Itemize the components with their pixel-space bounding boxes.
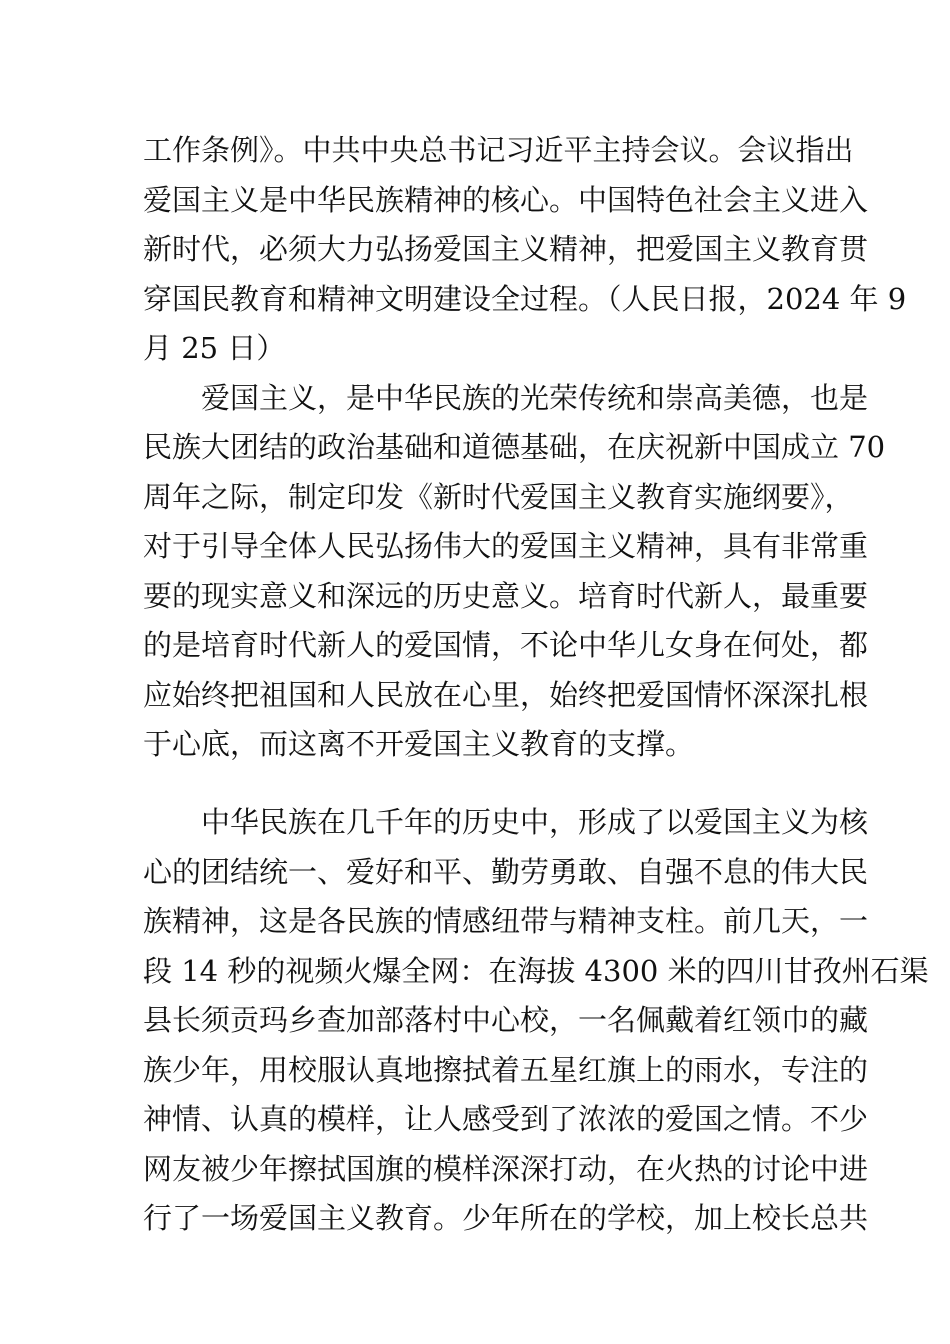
text-line: 的是培育时代新人的爱国情，不论中华儿女身在何处，都 [143,628,869,662]
text-line: 民族大团结的政治基础和道德基础，在庆祝新中国成立 70 [143,430,886,464]
text-line: 县长须贡玛乡查加部落村中心校，一名佩戴着红领巾的藏 [143,1003,869,1037]
text-line: 应始终把祖国和人民放在心里，始终把爱国情怀深深扎根 [143,678,869,712]
text-line: 于心底，而这离不开爱国主义教育的支撑。 [143,727,695,761]
text-line: 爱国主义，是中华民族的光荣传统和崇高美德，也是 [201,381,869,415]
text-line: 心的团结统一、爱好和平、勤劳勇敢、自强不息的伟大民 [143,855,869,889]
text-line: 神情、认真的模样，让人感受到了浓浓的爱国之情。不少 [143,1102,869,1136]
text-line: 月 25 日） [143,331,286,365]
text-line: 爱国主义是中华民族精神的核心。中国特色社会主义进入 [143,183,869,217]
text-line: 工作条例》。中共中央总书记习近平主持会议。会议指出 [143,133,854,167]
text-line: 行了一场爱国主义教育。少年所在的学校，加上校长总共 [143,1201,869,1235]
text-line: 段 14 秒的视频火爆全网：在海拔 4300 米的四川甘孜州石渠 [143,954,929,988]
text-line: 族精神，这是各民族的情感纽带与精神支柱。前几天，一 [143,904,869,938]
text-line: 网友被少年擦拭国旗的模样深深打动，在火热的讨论中进 [143,1152,869,1186]
text-line: 要的现实意义和深远的历史意义。培育时代新人，最重要 [143,579,869,613]
text-line: 新时代，必须大力弘扬爱国主义精神，把爱国主义教育贯 [143,232,869,266]
text-line: 周年之际，制定印发《新时代爱国主义教育实施纲要》， [143,480,854,514]
text-line: 中华民族在几千年的历史中，形成了以爱国主义为核 [201,805,869,839]
text-line: 对于引导全体人民弘扬伟大的爱国主义精神，具有非常重 [143,529,869,563]
text-line: 穿国民教育和精神文明建设全过程。（人民日报，2024 年 9 [143,282,907,316]
text-line: 族少年，用校服认真地擦拭着五星红旗上的雨水，专注的 [143,1053,869,1087]
